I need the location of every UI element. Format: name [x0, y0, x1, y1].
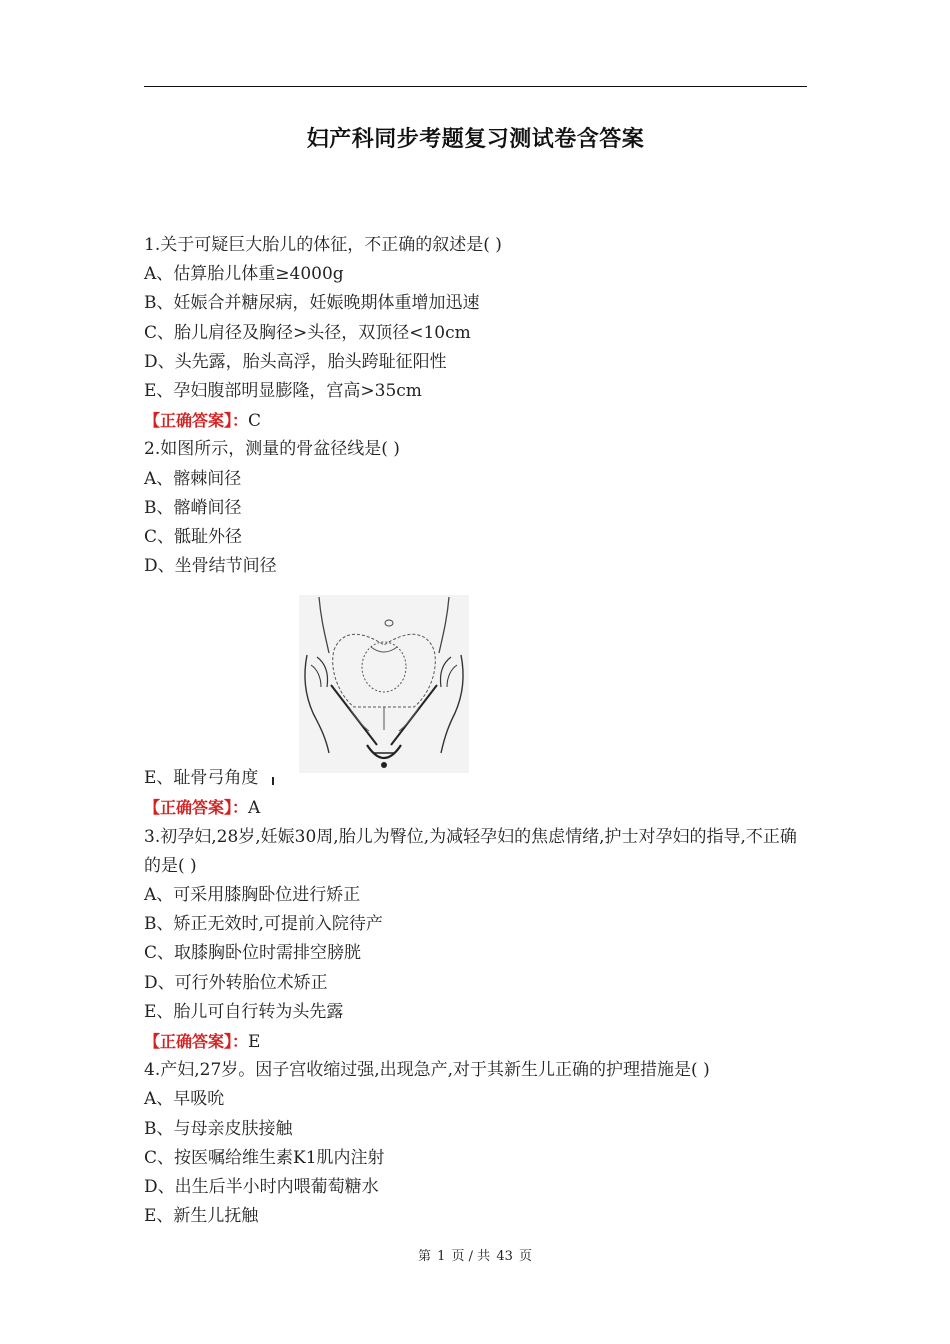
document-title: 妇产科同步考题复习测试卷含答案	[306, 126, 645, 152]
question-1-option-c: C、胎儿肩径及胸径>头径，双顶径<10cm	[144, 322, 471, 343]
question-1-stem: 1.关于可疑巨大胎儿的体征，不正确的叙述是( )	[144, 235, 502, 255]
question-1-option-b: B、妊娠合并糖尿病，妊娠晚期体重增加迅速	[144, 293, 480, 314]
pelvis-measurement-figure	[299, 595, 469, 773]
question-2-stem: 2.如图所示，测量的骨盆径线是( )	[144, 439, 400, 460]
question-2-option-d: D、坐骨结节间径	[144, 556, 277, 577]
question-4-option-c: C、按医嘱给维生素K1肌内注射	[144, 1147, 385, 1168]
answer-label: 【正确答案】：	[144, 798, 249, 818]
question-4-option-b: B、与母亲皮肤接触	[144, 1118, 293, 1139]
question-2-option-c: C、骶耻外径	[144, 526, 243, 547]
question-4-option-a: A、早吸吮	[144, 1089, 225, 1110]
question-3-option-c: C、取膝胸卧位时需排空膀胱	[144, 943, 362, 964]
footer-prefix: 第	[417, 1249, 431, 1264]
question-3-stem: 3.初孕妇,28岁,妊娠30周,胎儿为臀位,为减轻孕妇的焦虑情绪,护士对孕妇的指导,不正确的是( )	[144, 826, 797, 876]
question-2-option-a: A、髂棘间径	[144, 468, 242, 489]
footer-middle: 页 / 共	[451, 1249, 491, 1264]
question-4-option-e: E、新生儿抚触	[144, 1206, 259, 1227]
question-4-option-d: D、出生后半小时内喂葡萄糖水	[144, 1176, 379, 1197]
question-1-answer	[144, 406, 807, 435]
total-page-count: 43	[496, 1249, 513, 1264]
current-page-number: 1	[437, 1249, 446, 1264]
question-2-option-b: B、髂嵴间径	[144, 497, 242, 518]
question-list	[144, 231, 807, 1231]
answer-value: E	[248, 1031, 261, 1052]
footer-suffix: 页	[519, 1249, 533, 1264]
pelvis-figure-area	[144, 587, 807, 762]
question-2-option-e-row	[144, 764, 807, 793]
question-3-option-b: B、矫正无效时,可提前入院待产	[144, 914, 383, 935]
header-rule	[144, 86, 807, 87]
question-2-answer	[144, 793, 807, 822]
question-3-answer	[144, 1027, 807, 1056]
question-3-option-a: A、可采用膝胸卧位进行矫正	[144, 885, 361, 906]
answer-value: A	[248, 798, 261, 819]
page-footer	[0, 1245, 950, 1264]
answer-label: 【正确答案】：	[144, 1031, 249, 1051]
answer-label: 【正确答案】：	[144, 411, 249, 431]
question-1-option-d: D、头先露，胎头高浮，胎头跨耻征阳性	[144, 351, 447, 372]
answer-value: C	[248, 411, 262, 432]
question-2-option-e: E、耻骨弓角度	[144, 768, 259, 789]
question-1-option-a: A、估算胎儿体重≥4000g	[144, 264, 344, 285]
question-3-option-e: E、胎儿可自行转为头先露	[144, 1001, 344, 1022]
text-cursor-mark	[272, 777, 274, 785]
question-3-option-d: D、可行外转胎位术矫正	[144, 972, 328, 993]
question-4-stem: 4.产妇,27岁。因子宫收缩过强,出现急产,对于其新生儿正确的护理措施是( )	[144, 1060, 710, 1081]
question-1-option-e: E、孕妇腹部明显膨隆，宫高>35cm	[144, 380, 422, 401]
